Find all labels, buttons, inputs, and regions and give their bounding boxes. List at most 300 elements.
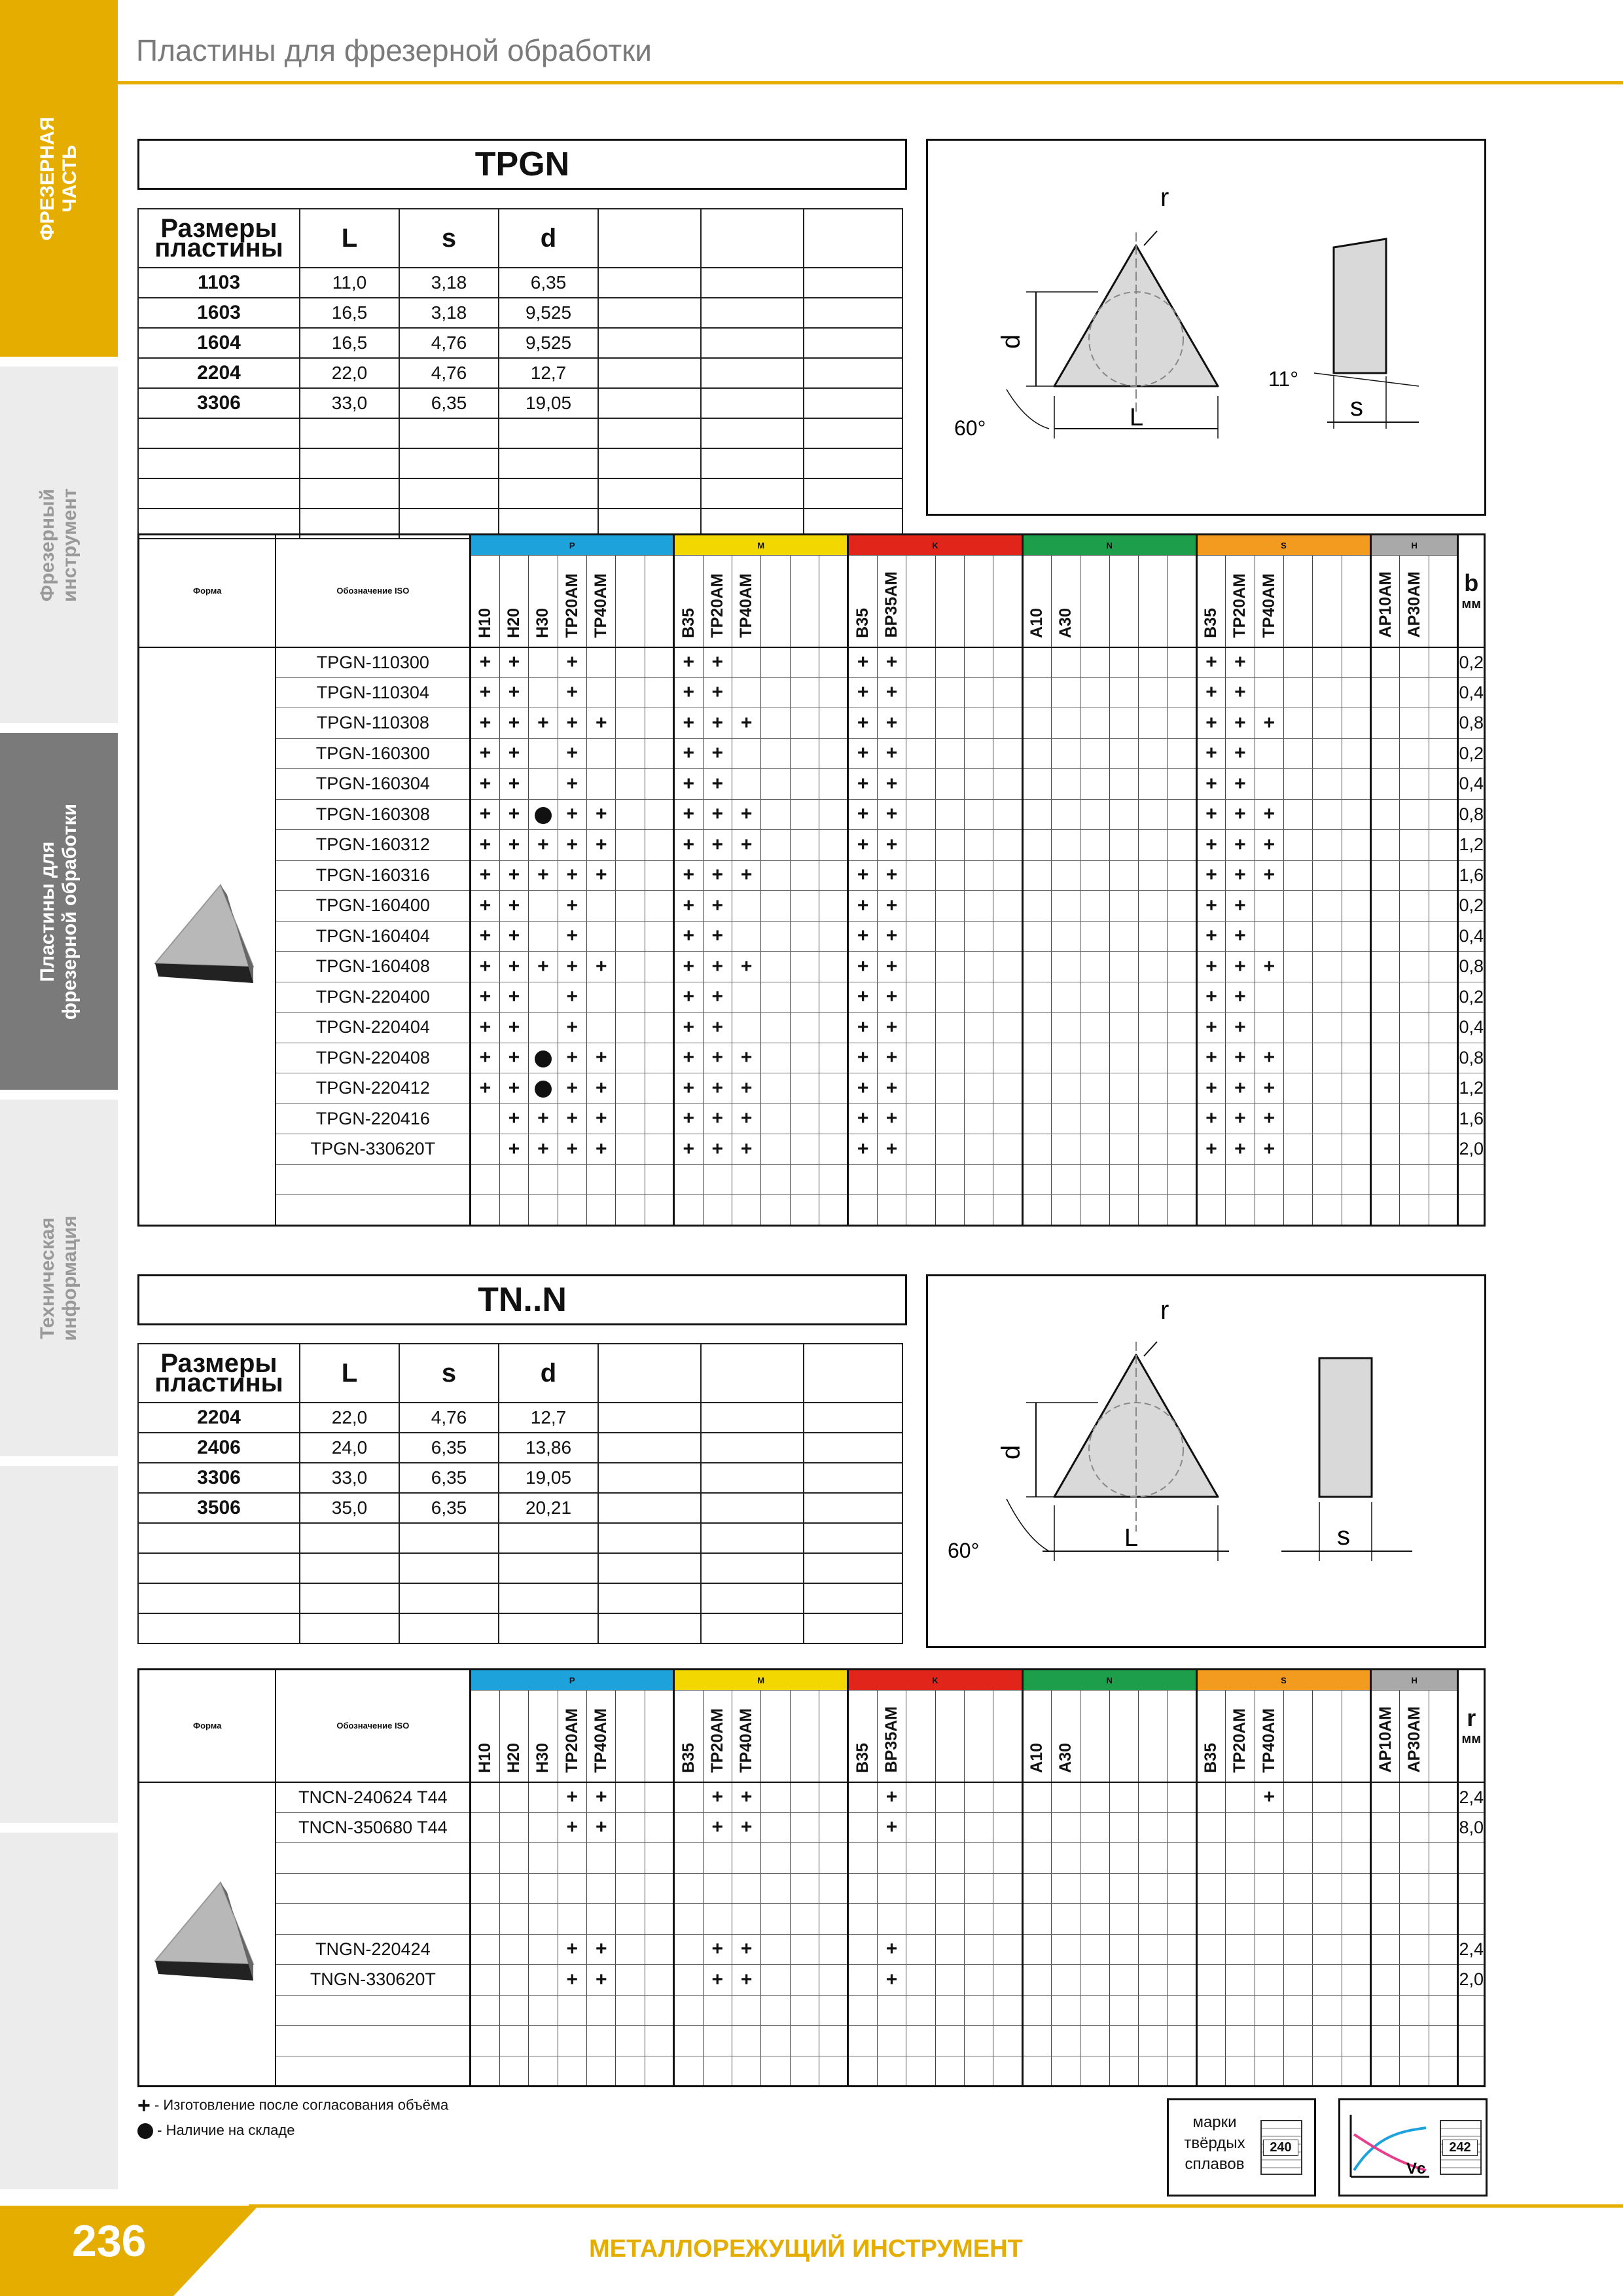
tnn-dims-table	[137, 1343, 903, 1644]
availability-cell	[1429, 1103, 1458, 1134]
availability-cell	[1284, 2056, 1313, 2087]
availability-cell	[586, 921, 615, 952]
availability-cell	[1052, 769, 1080, 800]
availability-cell: +	[674, 708, 703, 739]
availability-cell	[1139, 830, 1168, 861]
availability-cell	[645, 1103, 673, 1134]
availability-cell	[616, 921, 645, 952]
grade-name	[1284, 556, 1313, 647]
dims-header: s	[399, 209, 499, 268]
dot-icon	[535, 807, 552, 824]
availability-cell	[964, 1995, 993, 2026]
availability-cell	[1022, 738, 1051, 769]
availability-cell	[906, 1073, 935, 1104]
grade-name-text: H10	[475, 1742, 494, 1773]
availability-cell	[586, 738, 615, 769]
availability-cell	[1226, 1195, 1255, 1226]
availability-cell	[1400, 799, 1429, 830]
availability-cell	[1342, 1843, 1370, 1874]
grade-name-text: AP30AM	[1404, 1706, 1423, 1773]
forma-header: Форма	[139, 1670, 276, 1782]
availability-cell	[877, 2026, 906, 2056]
availability-cell	[1429, 1812, 1458, 1843]
dim-value: 13,86	[499, 1433, 598, 1463]
ref-box-cutting-speed[interactable]	[1338, 2098, 1488, 2197]
grade-name-text: BP35AM	[882, 571, 901, 638]
availability-cell	[761, 860, 790, 891]
availability-cell: +	[558, 1965, 586, 1996]
availability-cell	[1109, 1934, 1138, 1965]
iso-code: TPGN-160316	[276, 860, 470, 891]
availability-cell	[1052, 2056, 1080, 2087]
dims-header: Размеры пластины	[138, 209, 300, 268]
availability-cell	[529, 1164, 558, 1195]
availability-cell	[1342, 1013, 1370, 1043]
availability-cell	[993, 1873, 1022, 1904]
availability-cell	[1400, 1782, 1429, 1813]
availability-cell	[1429, 708, 1458, 739]
grade-name-text: A10	[1027, 1742, 1046, 1773]
availability-cell	[1139, 1013, 1168, 1043]
availability-cell	[819, 738, 848, 769]
availability-cell	[1371, 1904, 1400, 1935]
availability-cell: +	[471, 921, 499, 952]
sidebar-tab-milling-inserts[interactable]	[0, 733, 118, 1090]
availability-cell: +	[586, 860, 615, 891]
availability-cell: +	[877, 677, 906, 708]
availability-cell	[761, 1073, 790, 1104]
availability-cell	[993, 1995, 1022, 2026]
availability-cell: +	[471, 1043, 499, 1073]
availability-cell: +	[558, 1073, 586, 1104]
grade-name	[1109, 1691, 1138, 1782]
availability-cell: +	[586, 1103, 615, 1134]
availability-cell	[471, 1812, 499, 1843]
availability-cell	[1284, 1812, 1313, 1843]
last-col-label: r	[1467, 1704, 1476, 1732]
availability-cell	[1342, 2026, 1370, 2056]
availability-cell	[1109, 982, 1138, 1013]
availability-cell	[732, 1195, 760, 1226]
radius-value: 1,6	[1458, 860, 1485, 891]
availability-cell: +	[471, 799, 499, 830]
label-r: r	[1160, 183, 1169, 212]
availability-cell	[1226, 1934, 1255, 1965]
availability-cell	[906, 1103, 935, 1134]
group-H: H	[1371, 535, 1458, 556]
legend-dot-text: - Наличие на складе	[157, 2122, 295, 2138]
availability-cell	[471, 1873, 499, 1904]
availability-cell	[1313, 1103, 1342, 1134]
page-title: Пластины для фрезерной обработки	[136, 33, 652, 67]
availability-cell	[1371, 1195, 1400, 1226]
availability-cell	[1429, 1043, 1458, 1073]
availability-cell	[906, 891, 935, 922]
availability-cell	[1371, 1812, 1400, 1843]
grade-name	[1284, 1691, 1313, 1782]
availability-cell: +	[558, 677, 586, 708]
availability-cell	[616, 1073, 645, 1104]
availability-cell	[1255, 1873, 1283, 1904]
availability-cell	[645, 1134, 673, 1165]
availability-cell	[674, 1995, 703, 2026]
availability-cell	[761, 1934, 790, 1965]
availability-cell	[819, 1103, 848, 1134]
availability-cell	[1168, 1103, 1196, 1134]
grade-name	[964, 556, 993, 647]
grade-name-text: TP40AM	[592, 573, 611, 638]
availability-cell	[1429, 647, 1458, 678]
availability-cell	[703, 1904, 732, 1935]
availability-cell	[935, 2056, 964, 2087]
availability-cell	[1109, 1103, 1138, 1134]
availability-cell	[1168, 769, 1196, 800]
availability-cell	[1052, 1013, 1080, 1043]
availability-cell: +	[471, 860, 499, 891]
iso-code: TPGN-160408	[276, 952, 470, 982]
availability-cell	[790, 1195, 819, 1226]
availability-cell	[1139, 1843, 1168, 1874]
grade-name	[877, 556, 906, 647]
grade-name	[1342, 556, 1370, 647]
availability-cell	[1168, 1843, 1196, 1874]
availability-cell	[906, 1904, 935, 1935]
availability-cell	[1429, 1843, 1458, 1874]
ref-box-grades[interactable]	[1167, 2098, 1316, 2197]
availability-cell	[1313, 2056, 1342, 2087]
availability-cell: +	[529, 830, 558, 861]
label-L: L	[1130, 404, 1144, 431]
availability-cell	[790, 2056, 819, 2087]
availability-cell	[1139, 708, 1168, 739]
grade-name	[586, 1691, 615, 1782]
availability-cell	[964, 1934, 993, 1965]
label-d: d	[997, 1444, 1026, 1460]
grade-name	[674, 556, 703, 647]
grade-name	[1196, 1691, 1225, 1782]
availability-cell	[935, 1843, 964, 1874]
sidebar-tab-tech-info[interactable]	[0, 1100, 118, 1456]
availability-cell	[558, 1995, 586, 2026]
availability-cell	[499, 1812, 528, 1843]
availability-cell: +	[877, 1134, 906, 1165]
availability-cell	[1022, 1934, 1051, 1965]
availability-cell	[964, 1164, 993, 1195]
grade-name-text: TP20AM	[1230, 1708, 1249, 1773]
availability-cell	[674, 1934, 703, 1965]
grade-name-text: TP40AM	[1259, 1708, 1278, 1773]
availability-cell	[819, 799, 848, 830]
availability-cell	[471, 1103, 499, 1134]
availability-cell	[1052, 647, 1080, 678]
availability-cell	[645, 769, 673, 800]
availability-cell	[1168, 1812, 1196, 1843]
availability-cell: +	[1196, 921, 1225, 952]
availability-cell	[616, 1782, 645, 1813]
availability-cell	[529, 647, 558, 678]
availability-cell	[1022, 799, 1051, 830]
document-icon	[1260, 2120, 1302, 2175]
dims-header: s	[399, 1344, 499, 1403]
availability-cell	[1342, 1873, 1370, 1904]
availability-cell	[993, 1134, 1022, 1165]
availability-cell	[1429, 860, 1458, 891]
availability-cell	[1168, 708, 1196, 739]
availability-cell	[906, 2026, 935, 2056]
availability-cell	[1313, 952, 1342, 982]
availability-cell	[499, 1873, 528, 1904]
availability-cell	[1400, 1073, 1429, 1104]
availability-cell	[964, 1812, 993, 1843]
availability-cell	[1022, 1013, 1051, 1043]
availability-cell	[1168, 1995, 1196, 2026]
availability-cell: +	[848, 799, 877, 830]
availability-cell	[1255, 1812, 1283, 1843]
availability-cell	[645, 921, 673, 952]
availability-cell: +	[558, 1103, 586, 1134]
availability-cell	[499, 2056, 528, 2087]
availability-cell	[1052, 921, 1080, 952]
dim-value: 33,0	[300, 388, 399, 418]
availability-cell	[906, 952, 935, 982]
availability-cell: +	[558, 1013, 586, 1043]
availability-cell	[1168, 1965, 1196, 1996]
availability-cell	[1255, 738, 1283, 769]
availability-cell	[1080, 1164, 1109, 1195]
availability-cell	[935, 860, 964, 891]
availability-cell	[993, 1164, 1022, 1195]
grade-name	[703, 556, 732, 647]
availability-cell	[1371, 647, 1400, 678]
availability-cell: +	[471, 830, 499, 861]
availability-cell	[1400, 1013, 1429, 1043]
availability-cell	[1022, 1073, 1051, 1104]
availability-cell	[1400, 769, 1429, 800]
availability-cell	[1429, 2026, 1458, 2056]
availability-cell	[935, 891, 964, 922]
availability-cell: +	[499, 891, 528, 922]
availability-cell	[1196, 1843, 1225, 1874]
availability-cell	[790, 1043, 819, 1073]
availability-cell	[790, 1073, 819, 1104]
availability-cell	[935, 1043, 964, 1073]
availability-cell	[1400, 647, 1429, 678]
last-col-unit: мм	[1461, 597, 1482, 612]
availability-cell	[935, 1934, 964, 1965]
availability-cell	[1168, 830, 1196, 861]
radius-value: 2,0	[1458, 1965, 1485, 1996]
availability-cell	[1284, 647, 1313, 678]
availability-cell	[935, 708, 964, 739]
grade-name	[1080, 556, 1109, 647]
availability-cell	[1371, 830, 1400, 861]
availability-cell: +	[586, 1134, 615, 1165]
grade-name	[1226, 1691, 1255, 1782]
availability-cell: +	[499, 769, 528, 800]
availability-cell	[1284, 952, 1313, 982]
availability-cell	[703, 1195, 732, 1226]
availability-cell: +	[877, 708, 906, 739]
legend-plus	[137, 2093, 448, 2119]
availability-cell	[1168, 1043, 1196, 1073]
tnn-grades-table	[137, 1668, 1486, 2087]
availability-cell	[993, 830, 1022, 861]
iso-header: Обозначение ISO	[276, 1670, 470, 1782]
availability-cell	[761, 1965, 790, 1996]
availability-cell: +	[732, 952, 760, 982]
size-code: 3306	[138, 1463, 300, 1493]
availability-cell: +	[848, 1134, 877, 1165]
availability-cell	[1052, 1073, 1080, 1104]
availability-cell: +	[1255, 1043, 1283, 1073]
iso-code: TNGN-330620T	[276, 1965, 470, 1996]
availability-cell	[761, 1812, 790, 1843]
availability-cell	[906, 769, 935, 800]
availability-cell	[1196, 1995, 1225, 2026]
availability-cell	[1080, 2026, 1109, 2056]
availability-cell	[1429, 738, 1458, 769]
grade-name-text: B35	[679, 607, 698, 638]
availability-cell	[1022, 982, 1051, 1013]
availability-cell	[529, 1013, 558, 1043]
sidebar-tab-milling-part[interactable]	[0, 0, 118, 357]
dim-value: 11,0	[300, 268, 399, 298]
availability-cell	[993, 1965, 1022, 1996]
availability-cell	[1371, 799, 1400, 830]
availability-cell	[790, 1904, 819, 1935]
sidebar-label: Техническая информация	[37, 1215, 80, 1341]
availability-cell	[790, 1843, 819, 1874]
availability-cell	[1313, 1873, 1342, 1904]
availability-cell: +	[558, 647, 586, 678]
grade-name	[1313, 556, 1342, 647]
availability-cell: +	[1255, 1782, 1283, 1813]
availability-cell: +	[877, 1013, 906, 1043]
availability-cell: +	[1255, 1134, 1283, 1165]
group-K: K	[848, 535, 1022, 556]
availability-cell: +	[1226, 738, 1255, 769]
availability-cell	[586, 2056, 615, 2087]
availability-cell	[529, 1934, 558, 1965]
availability-cell: +	[732, 1812, 760, 1843]
availability-cell	[1284, 1904, 1313, 1935]
grade-name-text: TP20AM	[707, 573, 726, 638]
availability-cell: +	[732, 1134, 760, 1165]
availability-cell: +	[674, 799, 703, 830]
availability-cell	[1371, 1164, 1400, 1195]
availability-cell	[732, 891, 760, 922]
availability-cell: +	[674, 921, 703, 952]
availability-cell	[1342, 1043, 1370, 1073]
availability-cell	[1139, 1934, 1168, 1965]
availability-cell	[1022, 677, 1051, 708]
availability-cell	[964, 1904, 993, 1935]
availability-cell	[1342, 677, 1370, 708]
label-d: d	[997, 334, 1026, 349]
availability-cell	[1052, 1164, 1080, 1195]
availability-cell	[1400, 1843, 1429, 1874]
availability-cell	[1109, 921, 1138, 952]
availability-cell: +	[703, 1013, 732, 1043]
availability-cell	[1284, 1782, 1313, 1813]
availability-cell	[499, 1934, 528, 1965]
group-M: M	[674, 535, 848, 556]
availability-cell	[1052, 2026, 1080, 2056]
availability-cell	[645, 799, 673, 830]
availability-cell: +	[674, 1103, 703, 1134]
sidebar-tab-milling-tools[interactable]	[0, 367, 118, 723]
availability-cell	[1255, 1995, 1283, 2026]
availability-cell	[703, 2056, 732, 2087]
ref-box-text: марки твёрдых сплавов	[1184, 2113, 1245, 2173]
availability-cell	[1052, 830, 1080, 861]
availability-cell: +	[877, 921, 906, 952]
availability-cell: +	[674, 769, 703, 800]
availability-cell: +	[703, 1043, 732, 1073]
availability-cell	[1168, 860, 1196, 891]
availability-cell	[1284, 1843, 1313, 1874]
availability-cell	[1022, 2026, 1051, 2056]
availability-cell	[1080, 1013, 1109, 1043]
availability-cell	[935, 677, 964, 708]
availability-cell	[790, 1873, 819, 1904]
availability-cell	[645, 708, 673, 739]
availability-cell: +	[499, 708, 528, 739]
availability-cell	[761, 1904, 790, 1935]
availability-cell: +	[1226, 799, 1255, 830]
availability-cell: +	[848, 921, 877, 952]
availability-cell	[964, 1013, 993, 1043]
ref-page-number: 240	[1263, 2140, 1298, 2156]
availability-cell	[964, 1873, 993, 1904]
availability-cell	[1429, 921, 1458, 952]
plus-icon: +	[137, 2093, 151, 2118]
availability-cell: +	[499, 1043, 528, 1073]
availability-cell	[1284, 677, 1313, 708]
availability-cell: +	[586, 1965, 615, 1996]
availability-cell	[819, 860, 848, 891]
availability-cell: +	[1226, 952, 1255, 982]
availability-cell	[529, 982, 558, 1013]
availability-cell	[1429, 1073, 1458, 1104]
availability-cell	[1342, 982, 1370, 1013]
availability-cell	[471, 1134, 499, 1165]
availability-cell	[993, 677, 1022, 708]
availability-cell	[616, 1103, 645, 1134]
availability-cell	[906, 1782, 935, 1813]
availability-cell: +	[529, 708, 558, 739]
radius-value: 0,2	[1458, 647, 1485, 678]
dim-value: 9,525	[499, 328, 598, 358]
availability-cell: +	[586, 1073, 615, 1104]
availability-cell	[1313, 769, 1342, 800]
availability-cell	[1284, 708, 1313, 739]
iso-code	[276, 1843, 470, 1874]
radius-value	[1458, 2056, 1485, 2087]
availability-cell	[1400, 921, 1429, 952]
availability-cell	[1284, 1013, 1313, 1043]
availability-cell	[1371, 1073, 1400, 1104]
availability-cell	[645, 1904, 673, 1935]
availability-cell	[586, 1195, 615, 1226]
availability-cell	[1109, 1904, 1138, 1935]
availability-cell	[1109, 1164, 1138, 1195]
availability-cell	[1284, 769, 1313, 800]
availability-cell	[1371, 1873, 1400, 1904]
availability-cell	[1022, 921, 1051, 952]
availability-cell	[1022, 1164, 1051, 1195]
availability-cell	[1429, 1873, 1458, 1904]
